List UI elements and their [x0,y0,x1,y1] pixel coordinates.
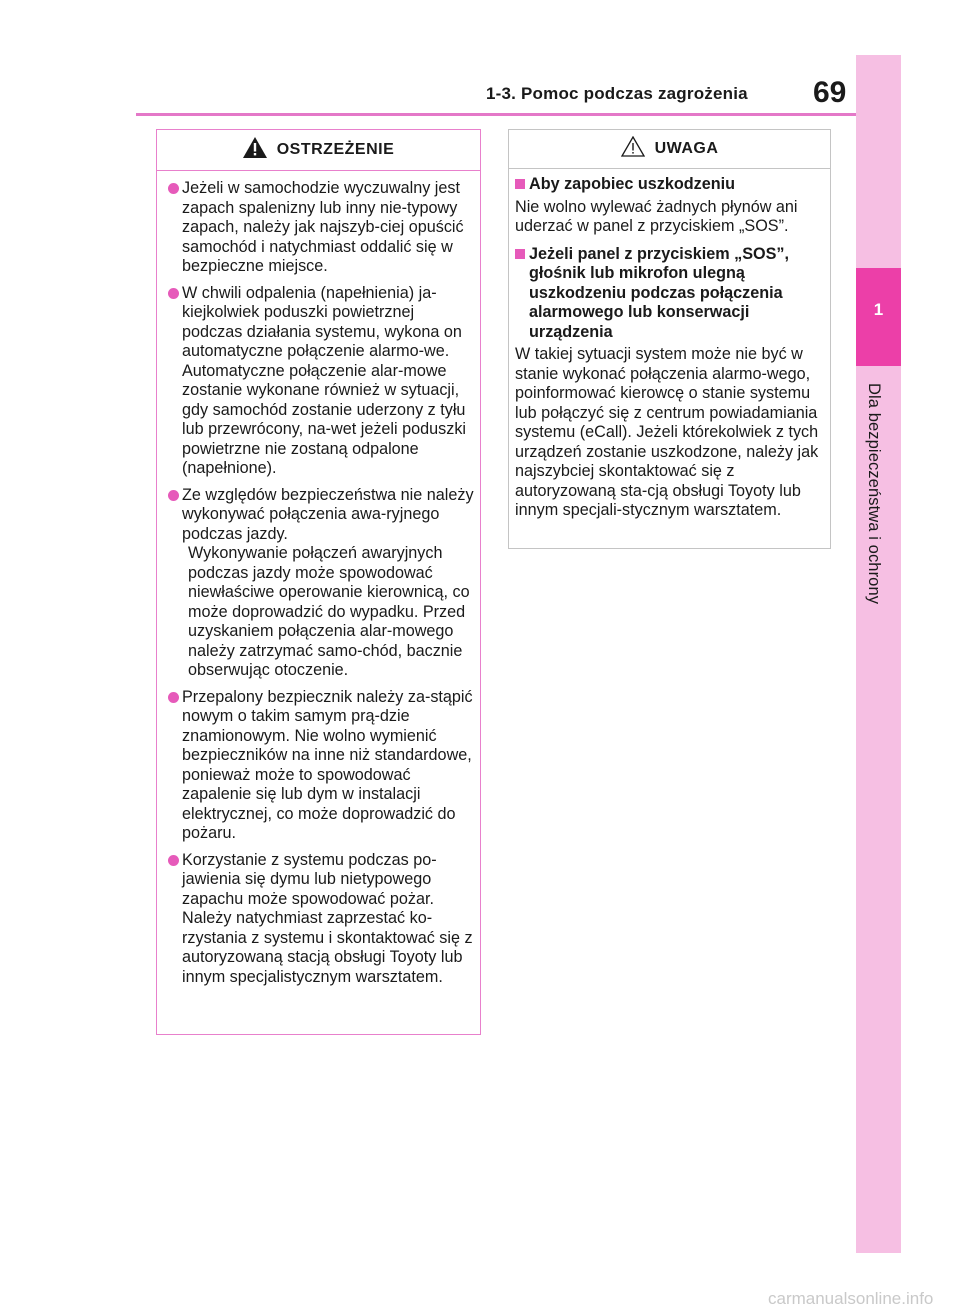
bullet-dot-icon [168,692,179,703]
warning-header [157,130,480,171]
caution-section-body: W takiej sytuacji system może nie być w stanie wykonać połączenia alarmo-wego, poinformować kierowcę o stanie systemu lub połączyć się z centrum powiadamiania systemu (eCall). Jeżeli którekolwiek z tych urządzeń zostanie uszkodzone, należy jak najszybciej skontaktować się z autoryzowaną sta-cją obsługi Toyoty lub innym specjali-stycznym warsztatem. [515,345,819,519]
bullet-dot-icon [168,183,179,194]
header-divider [136,113,856,116]
bullet-dot-icon [168,288,179,299]
warning-triangle-icon [243,137,267,163]
warning-item-detail: Wykonywanie połączeń awaryjnych podczas jazdy może spowodować niewłaściwe operowanie kierownicą, co może doprowadzić do wypadku. Przed uzyskaniem połączenia alar-mowego należy zatrzymać samo-chód, bacznie obserwując otoczenie. [188,544,470,679]
warning-heading: OSTRZEŻENIE [276,141,395,158]
caution-content [509,169,830,521]
square-bullet-icon [515,179,525,189]
site-watermark: carmanualsonline.info [768,1289,934,1308]
caution-header [509,130,830,169]
bullet-dot-icon [168,855,179,866]
square-bullet-icon [515,249,525,259]
warning-item: Przepalony bezpiecznik należy za-stąpić nowym o takim samym prą-dzie znamionowym. Nie wolno wymienić bezpieczników na inne niż standardowe, ponieważ może to spowodować zapalenie się lub dym w instalacji elektrycznej, co może doprowadzić do pożaru. [168,688,474,844]
warning-item: Ze względów bezpieczeństwa nie należy wykonywać połączenia awa-ryjnego podczas jazdy. Wykonywanie połączeń awaryjnych podczas jazdy może spowodować niewłaściwe operowanie kierownicą, co może doprowadzić do wypadku. Przed uzyskaniem połączenia alar-mowego należy zatrzymać samo-chód, bacznie obserwując otoczenie. [168,486,474,681]
section-title: 1-3. Pomoc podczas zagrożenia [486,84,748,103]
caution-section-title: Aby zapobiec uszkodzeniu [515,175,824,195]
caution-heading: UWAGA [654,140,719,157]
caution-section-title: Jeżeli panel z przyciskiem „SOS”, głośnik lub mikrofon ulegną uszkodzeniu podczas połączenia alarmowego lub konserwacji urządzenia [515,245,824,343]
warning-item: Korzystanie z systemu podczas po-jawienia się dymu lub nietypowego zapachu może spowodować pożar. Należy natychmiast zaprzestać ko-rzystania z systemu i skontaktować się z autoryzowaną stacją obsługi Toyoty lub innym specjalistycznym warsztatem. [168,851,474,988]
chapter-label: Dla bezpieczeństwa i ochrony [865,383,883,605]
bullet-dot-icon [168,490,179,501]
chapter-side-tab [856,55,901,1253]
caution-triangle-icon [621,136,645,162]
caution-box [508,129,831,549]
warning-list [157,171,480,987]
warning-item: W chwili odpalenia (napełnienia) ja-kiejkolwiek poduszki powietrznej podczas działania systemu, wykona on automatyczne połączenie alarmo-we. Automatyczne połączenie alar-mowe zostanie wykonane również w sytuacji, gdy samochód zostanie uderzony z tyłu lub przewrócony, na-wet jeżeli poduszki powietrzne nie zostaną odpalone (napełnione). [168,284,474,479]
warning-item: Jeżeli w samochodzie wyczuwalny jest zapach spalenizny lub inny nie-typowy zapach, należy jak najszyb-ciej opuścić samochód i natychmiast oddalić się w bezpieczne miejsce. [168,179,474,277]
caution-section-body: Nie wolno wylewać żadnych płynów ani uderzać w panel z przyciskiem „SOS”. [515,197,798,235]
chapter-number: 1 [873,300,884,319]
page-number: 69 [813,76,847,109]
warning-box [156,129,481,1035]
